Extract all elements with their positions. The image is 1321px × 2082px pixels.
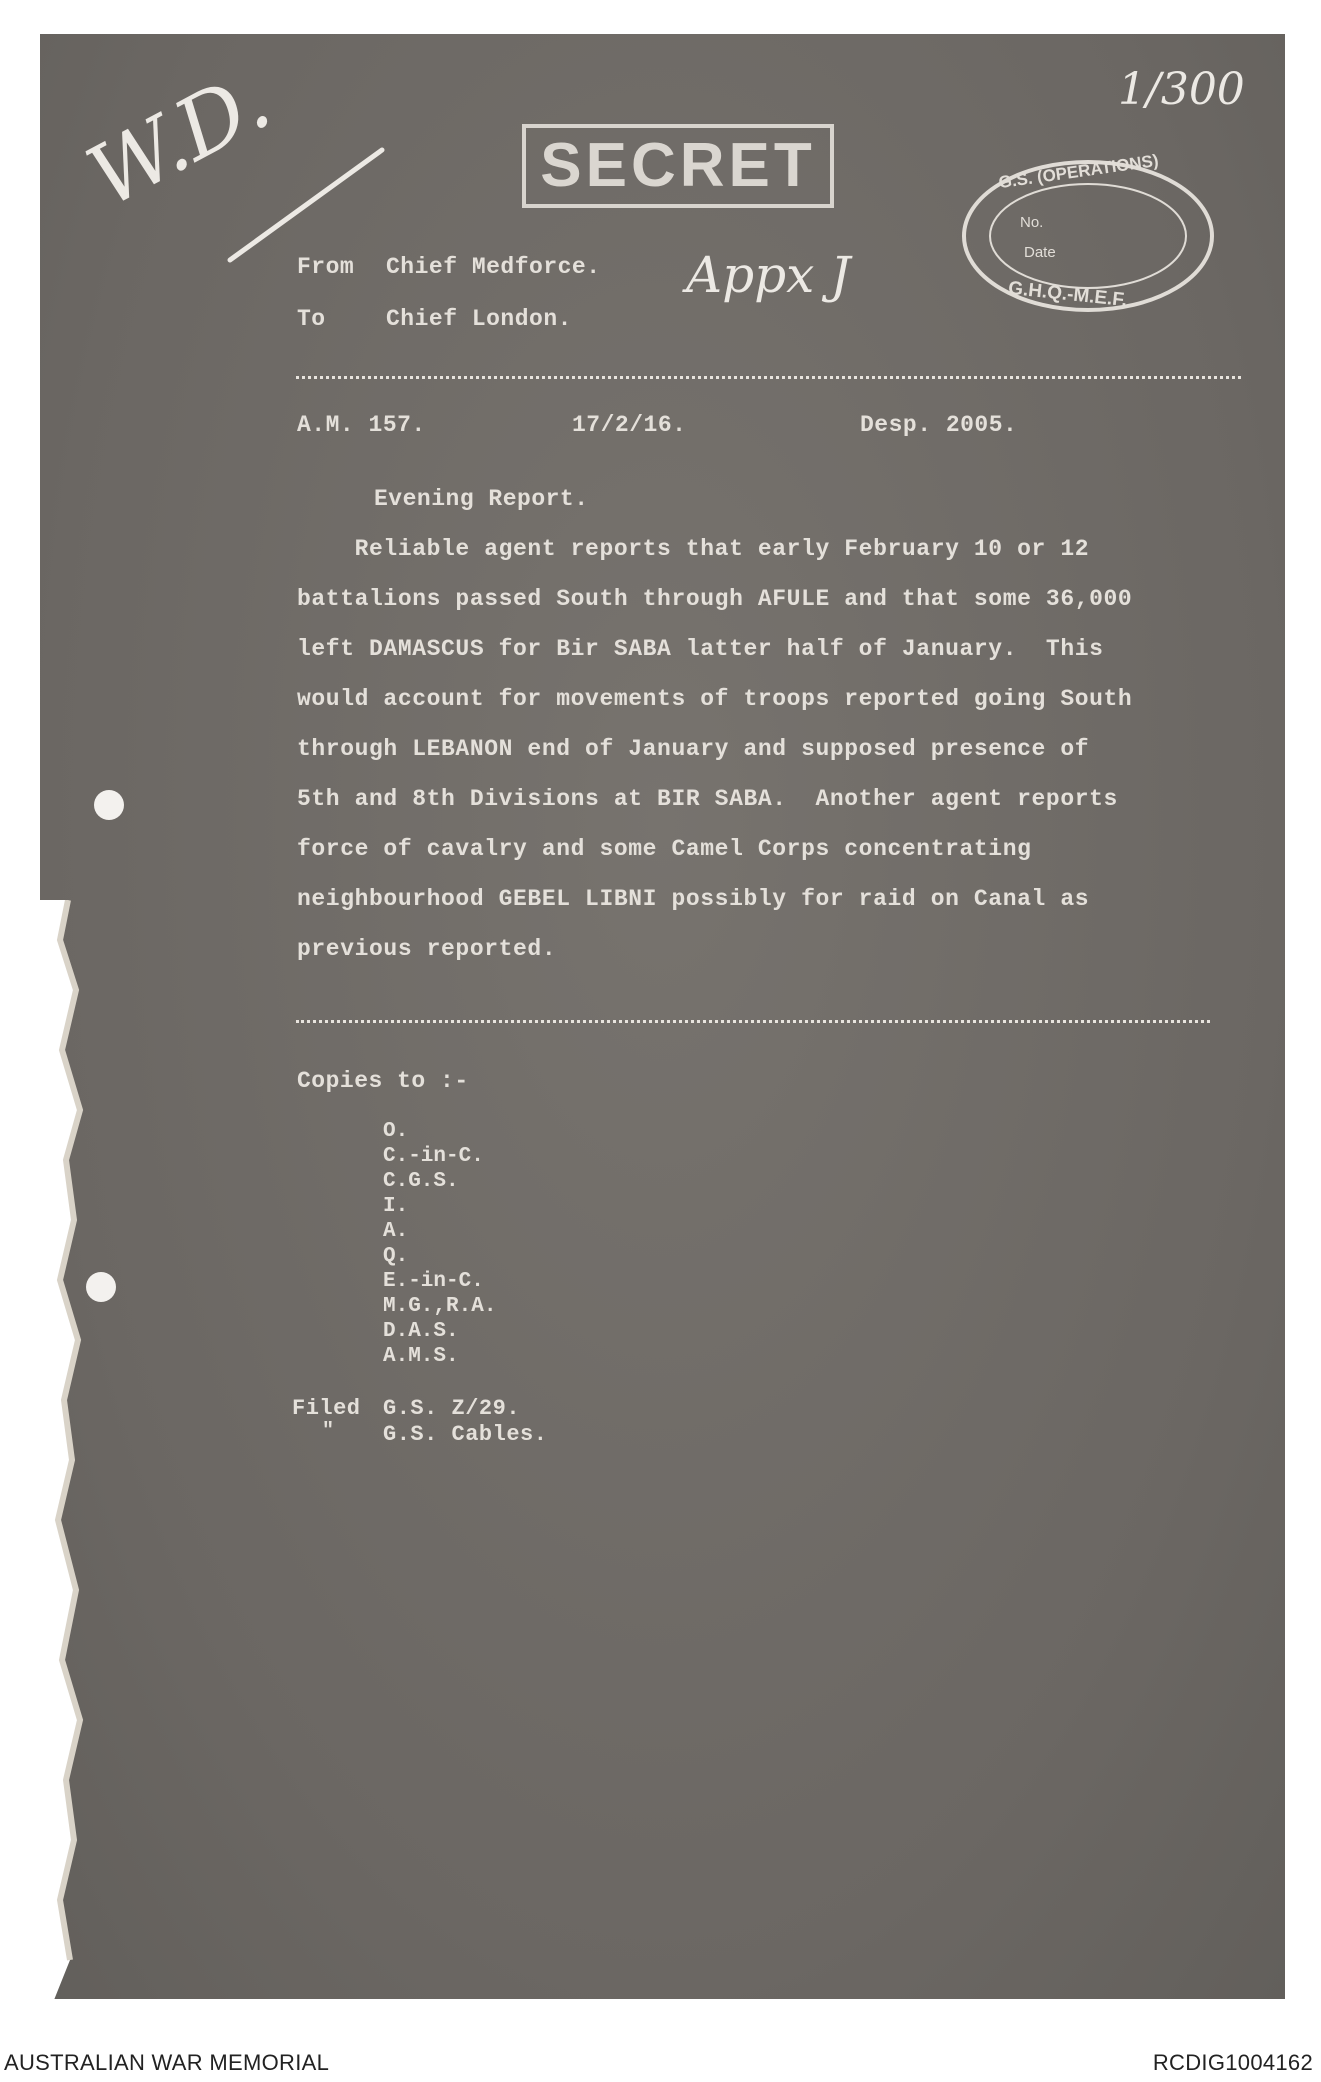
message-date: 17/2/16. [572,412,687,438]
body-line: Reliable agent reports that early February 10 or 12 [297,536,1090,562]
handwritten-reference-number: 1/300 [1118,64,1245,115]
copies-label: Copies to :- [297,1068,469,1094]
document-page [40,34,1285,1999]
header-divider [296,376,1241,379]
footer-catalogue-id: RCDIG1004162 [1152,2050,1313,2075]
registry-stamp-no-label: No. [1020,214,1044,231]
body-line: would account for movements of troops reported going South [297,686,1133,712]
body-divider [296,1020,1210,1023]
from-value: Chief Medforce. [386,254,601,280]
secret-stamp [522,124,834,208]
filed-ditto-mark: " [322,1420,335,1443]
punch-hole-top [94,790,124,820]
body-line: previous reported. [297,936,557,962]
to-value: Chief London. [386,306,572,332]
copies-list-item: A.M.S. [383,1345,459,1368]
body-line: force of cavalry and some Camel Corps concentrating [297,836,1032,862]
copies-list-item: I. [383,1195,409,1218]
filed-cables: G.S. Cables. [383,1422,548,1447]
copies-list-item: Q. [383,1245,409,1268]
message-number: A.M. 157. [297,412,426,438]
secret-stamp-text: SECRET [540,131,816,200]
filed-reference: G.S. Z/29. [383,1396,521,1421]
body-line: neighbourhood GEBEL LIBNI possibly for raid on Canal as [297,886,1090,912]
copies-list-item: D.A.S. [383,1320,459,1343]
handwritten-slash-stroke [222,140,392,270]
footer-institution: AUSTRALIAN WAR MEMORIAL [4,2050,330,2075]
handwritten-initials: Appx J [686,246,851,304]
body-line: battalions passed South through AFULE and that some 36,000 [297,586,1133,612]
registry-stamp-top-text: G.S. (OPERATIONS) [997,150,1160,193]
report-title: Evening Report. [374,486,589,512]
despatch-number: Desp. 2005. [860,412,1018,438]
copies-list-item: E.-in-C. [383,1270,484,1293]
handwritten-wd-mark: W.D. [71,50,286,226]
punch-hole-bottom [86,1272,116,1302]
copies-list-item: A. [383,1220,409,1243]
from-label: From [297,254,355,280]
torn-left-edge [30,900,100,2010]
registry-stamp-bottom-text: G.H.Q.-M.E.F. [1007,277,1129,312]
copies-list-item: C.G.S. [383,1170,459,1193]
to-label: To [297,306,326,332]
body-line: 5th and 8th Divisions at BIR SABA. Another agent reports [297,786,1118,812]
registry-stamp-date-label: Date [1024,244,1056,261]
body-line: left DAMASCUS for Bir SABA latter half of January. This [297,636,1104,662]
copies-list-item: O. [383,1120,409,1143]
body-line: through LEBANON end of January and supposed presence of [297,736,1090,762]
filed-label: Filed [292,1396,361,1421]
registry-stamp [958,150,1218,316]
copies-list-item: C.-in-C. [383,1145,484,1168]
copies-list-item: M.G.,R.A. [383,1295,497,1318]
